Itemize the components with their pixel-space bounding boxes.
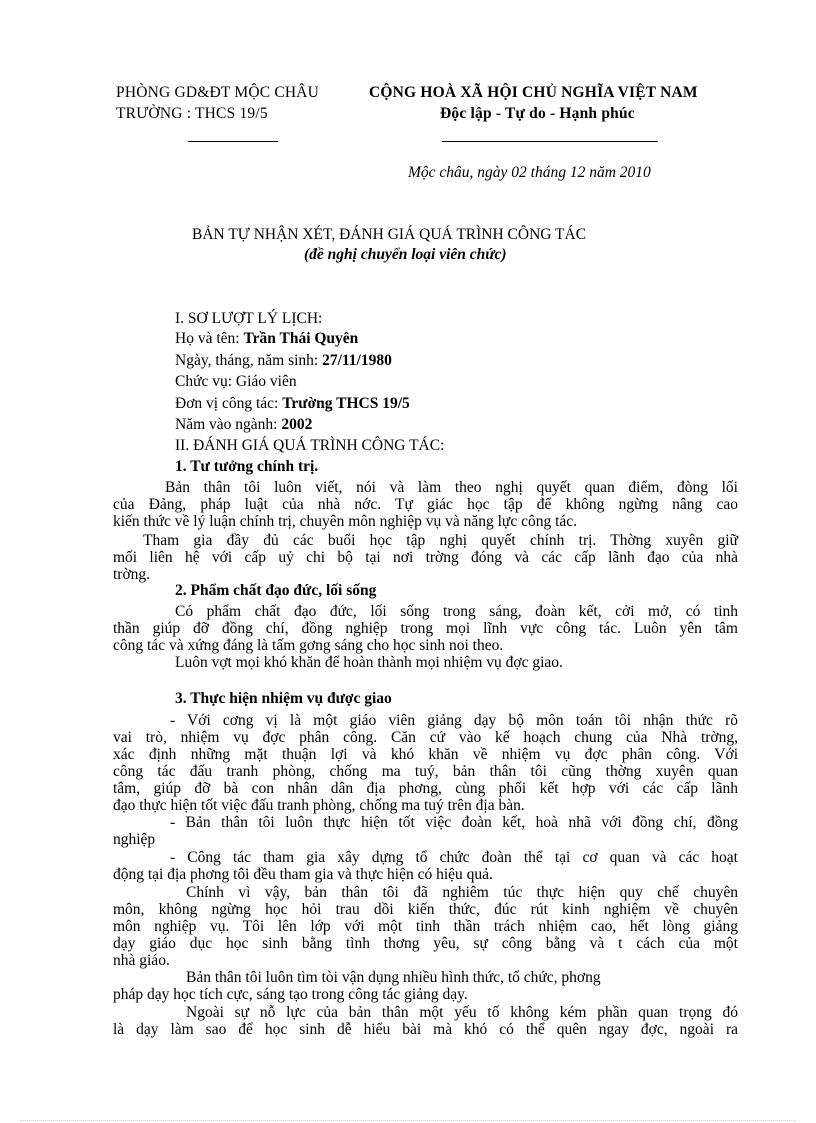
para9-line: Bản thân tôi luôn tìm tòi vận dụng nhiều hình thức, tổ chức, phơng bbox=[186, 969, 601, 986]
para3-line: công tác và xứng đáng là tấm gơng sáng cho học sinh noi theo. bbox=[113, 637, 504, 654]
right-header-rule bbox=[442, 141, 658, 142]
para6-line: - Bản thân tôi luôn thực hiện tốt việc đoàn kết, hoà nhã với đồng chí, đồng bbox=[170, 814, 738, 831]
para2-line: trờng. bbox=[113, 566, 151, 583]
para5-line: công tác đấu tranh phòng, chống ma tuý, bản thân tôi cũng thờng xuyên quan bbox=[113, 763, 738, 780]
unit-value: Trường THCS 19/5 bbox=[282, 395, 410, 412]
document-title: BẢN TỰ NHẬN XÉT, ĐÁNH GIÁ QUÁ TRÌNH CÔNG TÁC bbox=[192, 226, 587, 243]
para9-line: pháp dạy học tích cực, sáng tạo trong công tác giảng dạy. bbox=[113, 986, 468, 1003]
para5-line: tâm, giúp đỡ bà con nhân dân địa phơng, cùng phối kết hợp với các cấp lãnh bbox=[113, 780, 738, 797]
position-row: Chức vụ: Giáo viên bbox=[175, 373, 297, 390]
name-row bbox=[175, 330, 358, 348]
para7-line: động tại địa phơng tôi đều tham gia và thực hiện có hiệu quả. bbox=[113, 866, 493, 883]
subheading-political: 1. Tư tưởng chính trị. bbox=[175, 458, 319, 475]
unit-row bbox=[175, 395, 410, 413]
dob-row bbox=[175, 352, 392, 370]
section1-heading: I. SƠ LƯỢT LÝ LỊCH: bbox=[175, 310, 323, 327]
para8-line: môn, không ngừng học hỏi trau dồi kiến thức, đúc rút kinh nghiệm về chuyên bbox=[113, 901, 738, 918]
dob-value: 27/11/1980 bbox=[322, 352, 392, 369]
para2-line: mối liên hệ với cấp uỷ chi bộ tại nơi trờng đóng và các cấp lãnh đạo của nhà bbox=[113, 549, 738, 566]
para1-line: Bản thân tôi luôn viết, nói và làm theo nghị quyết quan điểm, đòng lối bbox=[165, 479, 738, 496]
year-label: Năm vào ngành: bbox=[175, 416, 282, 433]
para3-line: thần giúp đỡ đồng chí, đồng nghiệp trong mọi lĩnh vực công tác. Luôn yên tâm bbox=[113, 620, 738, 637]
para1-line: của Đảng, pháp luật của nhà nớc. Tự giác học tập để không ngừng nâng cao bbox=[113, 496, 738, 513]
year-value: 2002 bbox=[281, 416, 313, 433]
para5-line: - Với cơng vị là một giáo viên giảng dạy bộ môn toán tôi nhận thức rõ bbox=[170, 712, 738, 729]
nation-motto: Độc lập - Tự do - Hạnh phúc bbox=[440, 105, 635, 122]
unit-label: Đơn vị công tác: bbox=[175, 395, 283, 412]
department-name: PHÒNG GD&ĐT MỘC CHÂU bbox=[116, 84, 320, 101]
date-line: Mộc châu, ngày 02 tháng 12 năm 2010 bbox=[408, 164, 651, 181]
name-value: Trần Thái Quyên bbox=[243, 330, 359, 347]
section2-heading: II. ĐÁNH GIÁ QUÁ TRÌNH CÔNG TÁC: bbox=[175, 437, 445, 454]
para10-line: là dạy làm sao để học sinh dễ hiểu bài mà khó có thể quên ngay đợc, ngoài ra bbox=[113, 1021, 738, 1038]
document-subtitle: (đề nghị chuyển loại viên chức) bbox=[304, 246, 507, 263]
para6-line: nghiệp bbox=[113, 831, 156, 848]
para8-line: nhà giáo. bbox=[113, 952, 170, 969]
para8-line: môn nghiệp vụ. Tôi lên lớp với một tinh thần trách nhiệm cao, hết lòng giảng bbox=[113, 918, 738, 935]
name-label: Họ và tên: bbox=[175, 330, 244, 347]
year-row bbox=[175, 416, 312, 434]
page-bottom-border bbox=[20, 1120, 796, 1121]
subheading-ethics: 2. Phẩm chất đạo đức, lối sống bbox=[175, 582, 377, 599]
para1-line: kiến thức về lý luận chính trị, chuyên môn nghiệp vụ và năng lực công tác. bbox=[113, 513, 578, 530]
para2-line: Tham gia đầy đủ các buổi học tập nghị quyết chính trị. Thờng xuyên giữ bbox=[143, 532, 738, 549]
para4-line: Luôn vợt mọi khó khăn để hoàn thành mọi nhiệm vụ đợc giao. bbox=[175, 654, 563, 671]
para7-line: - Công tác tham gia xây dựng tổ chức đoàn thể tại cơ quan và các hoạt bbox=[170, 849, 738, 866]
para5-line: vai trò, nhiệm vụ đợc phân công. Căn cứ vào kế hoạch chung của Nhà trờng, bbox=[113, 729, 738, 746]
para5-line: xác định những mặt thuận lợi và khó khăn về nhiệm vụ đợc phân công. Với bbox=[113, 746, 738, 763]
left-header-rule bbox=[188, 141, 278, 142]
para8-line: dạy giáo dục học sinh bằng tình thơng yêu, sự công bằng và t cách của một bbox=[113, 935, 738, 952]
para10-line: Ngoài sự nỗ lực của bản thân một yếu tố không kém phần quan trọng đó bbox=[186, 1004, 738, 1021]
para5-line: đạo thực hiện tốt việc đấu tranh phòng, chống ma tuý trên địa bàn. bbox=[113, 797, 525, 814]
nation-name: CỘNG HOÀ XÃ HỘI CHỦ NGHĨA VIỆT NAM bbox=[369, 84, 698, 101]
school-name: TRƯỜNG : THCS 19/5 bbox=[116, 105, 268, 122]
dob-label: Ngày, tháng, năm sinh: bbox=[175, 352, 323, 369]
para3-line: Có phẩm chất đạo đức, lối sống trong sáng, đoàn kết, cởi mở, có tinh bbox=[175, 603, 738, 620]
subheading-duties: 3. Thực hiện nhiệm vụ được giao bbox=[175, 690, 392, 707]
para8-line: Chính vì vậy, bản thân tôi đã nghiêm túc thực hiện quy chế chuyên bbox=[186, 884, 738, 901]
